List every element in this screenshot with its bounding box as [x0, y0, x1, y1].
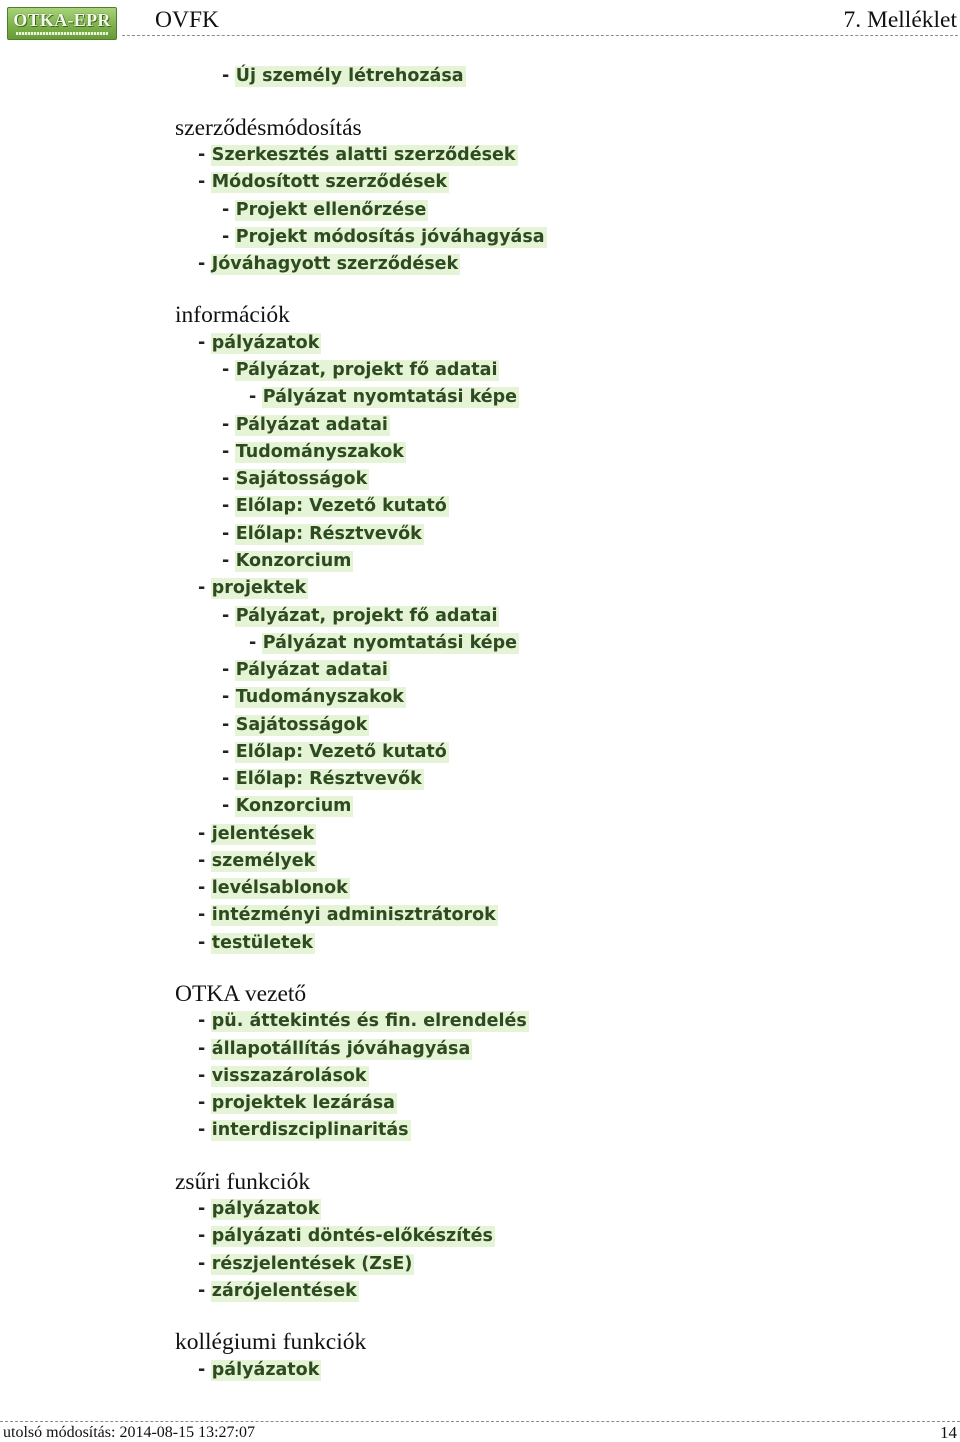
header-divider: [122, 35, 958, 36]
menu-item: [175, 930, 935, 957]
menu-item-label: Pályázat nyomtatási képe: [262, 387, 518, 408]
list-marker: -: [222, 469, 230, 490]
menu-item: [175, 575, 935, 602]
list-marker: -: [198, 905, 206, 926]
list-marker: -: [198, 1359, 206, 1380]
menu-item: [175, 739, 935, 766]
menu-item-label: Konzorcium: [235, 550, 352, 571]
menu-item-label: Projekt ellenőrzése: [235, 199, 427, 220]
otka-epr-logo: [7, 7, 117, 40]
menu-item-label: projektek lezárása: [211, 1093, 395, 1114]
menu-item: [175, 439, 935, 466]
list-marker: -: [198, 823, 206, 844]
menu-item-label: pályázatok: [211, 1359, 320, 1380]
section-list: [175, 114, 935, 1384]
menu-item: [175, 169, 935, 196]
menu-item: [175, 251, 935, 278]
menu-item: [175, 1117, 935, 1144]
menu-item-label: Konzorcium: [235, 796, 352, 817]
list-marker: -: [222, 714, 230, 735]
menu-item-label: pályázati döntés-előkészítés: [211, 1226, 493, 1247]
menu-item-label: jelentések: [211, 823, 315, 844]
list-marker: -: [222, 199, 230, 220]
menu-item-label: állapotállítás jóváhagyása: [211, 1038, 471, 1059]
menu-item: [175, 1036, 935, 1063]
list-marker: -: [249, 632, 257, 653]
menu-item: [175, 1196, 935, 1223]
menu-item: [175, 1063, 935, 1090]
menu-item-label: személyek: [211, 850, 316, 871]
menu-item: [175, 630, 935, 657]
section-title: információk: [175, 302, 290, 329]
list-marker: -: [198, 932, 206, 953]
menu-section: [175, 1168, 935, 1305]
menu-item: [175, 902, 935, 929]
list-marker: -: [198, 145, 206, 166]
menu-section: [175, 301, 935, 957]
menu-item: [175, 466, 935, 493]
list-marker: -: [198, 1280, 206, 1301]
section-title: szerződésmódosítás: [175, 114, 362, 141]
menu-item-label: Pályázat, projekt fő adatai: [235, 605, 498, 626]
logo-text: OTKA-EPR: [13, 10, 111, 30]
list-marker: -: [222, 441, 230, 462]
menu-item: [175, 1278, 935, 1305]
menu-item: [175, 412, 935, 439]
menu-item: [175, 657, 935, 684]
menu-item-label: interdiszciplinaritás: [211, 1120, 409, 1141]
menu-item-label: Előlap: Vezető kutató: [235, 496, 447, 517]
menu-item-label: Szerkesztés alatti szerződések: [211, 145, 516, 166]
list-marker: -: [222, 360, 230, 381]
menu-item: [175, 602, 935, 629]
menu-item: [175, 548, 935, 575]
continued-list: [175, 63, 935, 90]
list-marker: -: [198, 1038, 206, 1059]
menu-item-label: Előlap: Résztvevők: [235, 523, 422, 544]
list-marker: -: [222, 605, 230, 626]
menu-item-label: részjelentések (ZsE): [211, 1253, 413, 1274]
list-marker: -: [198, 878, 206, 899]
menu-item-label: projektek: [211, 578, 307, 599]
menu-item-label: pályázatok: [211, 1199, 320, 1220]
menu-item-label: zárójelentések: [211, 1280, 357, 1301]
list-marker: -: [198, 850, 206, 871]
menu-item-label: Sajátosságok: [235, 714, 368, 735]
footer-page-number: 14: [940, 1423, 957, 1442]
menu-section: [175, 1328, 935, 1384]
list-marker: -: [249, 387, 257, 408]
menu-item: [175, 793, 935, 820]
menu-item: [175, 63, 935, 90]
menu-item-label: Pályázat nyomtatási képe: [262, 632, 518, 653]
menu-item-label: Sajátosságok: [235, 469, 368, 490]
list-marker: -: [222, 687, 230, 708]
menu-item-label: intézményi adminisztrátorok: [211, 905, 496, 926]
menu-item-label: Módosított szerződések: [211, 172, 448, 193]
menu-item-label: Jóváhagyott szerződések: [211, 254, 459, 275]
footer-divider: [0, 1421, 960, 1422]
menu-item: [175, 384, 935, 411]
footer-last-modified: utolsó módosítás: 2014-08-15 13:27:07: [3, 1424, 255, 1441]
menu-item-label: levélsablonok: [211, 878, 348, 899]
menu-item: [175, 142, 935, 169]
menu-item: [175, 1008, 935, 1035]
menu-item-label: Pályázat, projekt fő adatai: [235, 360, 498, 381]
list-marker: -: [198, 332, 206, 353]
menu-item: [175, 684, 935, 711]
menu-item-label: pü. áttekintés és fin. elrendelés: [211, 1011, 527, 1032]
menu-structure-list: [175, 63, 935, 1383]
list-marker: -: [198, 1065, 206, 1086]
menu-item: [175, 1223, 935, 1250]
list-marker: -: [198, 1120, 206, 1141]
menu-item-label: Tudományszakok: [235, 441, 404, 462]
list-marker: -: [222, 741, 230, 762]
menu-section: [175, 114, 935, 279]
list-marker: -: [222, 769, 230, 790]
menu-item: [175, 766, 935, 793]
list-marker: -: [222, 523, 230, 544]
menu-section: [175, 980, 935, 1145]
menu-item-label: Projekt módosítás jóváhagyása: [235, 226, 545, 247]
menu-item: [175, 330, 935, 357]
list-marker: -: [198, 1011, 206, 1032]
list-marker: -: [222, 796, 230, 817]
list-marker: -: [198, 1093, 206, 1114]
menu-item: [175, 821, 935, 848]
menu-item: [175, 711, 935, 738]
header-annex-label: 7. Melléklet: [843, 7, 957, 33]
list-marker: -: [198, 172, 206, 193]
menu-item-label: Pályázat adatai: [235, 660, 388, 681]
menu-item-label: Pályázat adatai: [235, 414, 388, 435]
list-marker: -: [222, 226, 230, 247]
menu-item: [175, 197, 935, 224]
menu-item: [175, 493, 935, 520]
section-title: zsűri funkciók: [175, 1168, 311, 1195]
list-marker: -: [198, 578, 206, 599]
menu-item: [175, 357, 935, 384]
list-marker: -: [222, 66, 230, 87]
menu-item-label: Előlap: Vezető kutató: [235, 741, 447, 762]
menu-item: [175, 521, 935, 548]
menu-item: [175, 1090, 935, 1117]
menu-item: [175, 224, 935, 251]
list-marker: -: [198, 1199, 206, 1220]
section-title: kollégiumi funkciók: [175, 1329, 367, 1356]
menu-item-label: Előlap: Résztvevők: [235, 769, 422, 790]
list-marker: -: [198, 1253, 206, 1274]
list-marker: -: [222, 660, 230, 681]
menu-item: [175, 875, 935, 902]
list-marker: -: [198, 1226, 206, 1247]
list-marker: -: [222, 496, 230, 517]
menu-item-label: visszazárolások: [211, 1065, 367, 1086]
menu-item-label: testületek: [211, 932, 313, 953]
logo-subtitle-strip: [16, 32, 108, 35]
section-title: OTKA vezető: [175, 980, 307, 1007]
list-marker: -: [222, 550, 230, 571]
menu-item-label: Új személy létrehozása: [235, 66, 464, 87]
list-marker: -: [222, 414, 230, 435]
list-marker: -: [198, 254, 206, 275]
menu-item: [175, 1356, 935, 1383]
menu-item: [175, 1250, 935, 1277]
header-organization: OVFK: [155, 7, 219, 33]
menu-item-label: Tudományszakok: [235, 687, 404, 708]
menu-item-label: pályázatok: [211, 332, 320, 353]
menu-item: [175, 848, 935, 875]
